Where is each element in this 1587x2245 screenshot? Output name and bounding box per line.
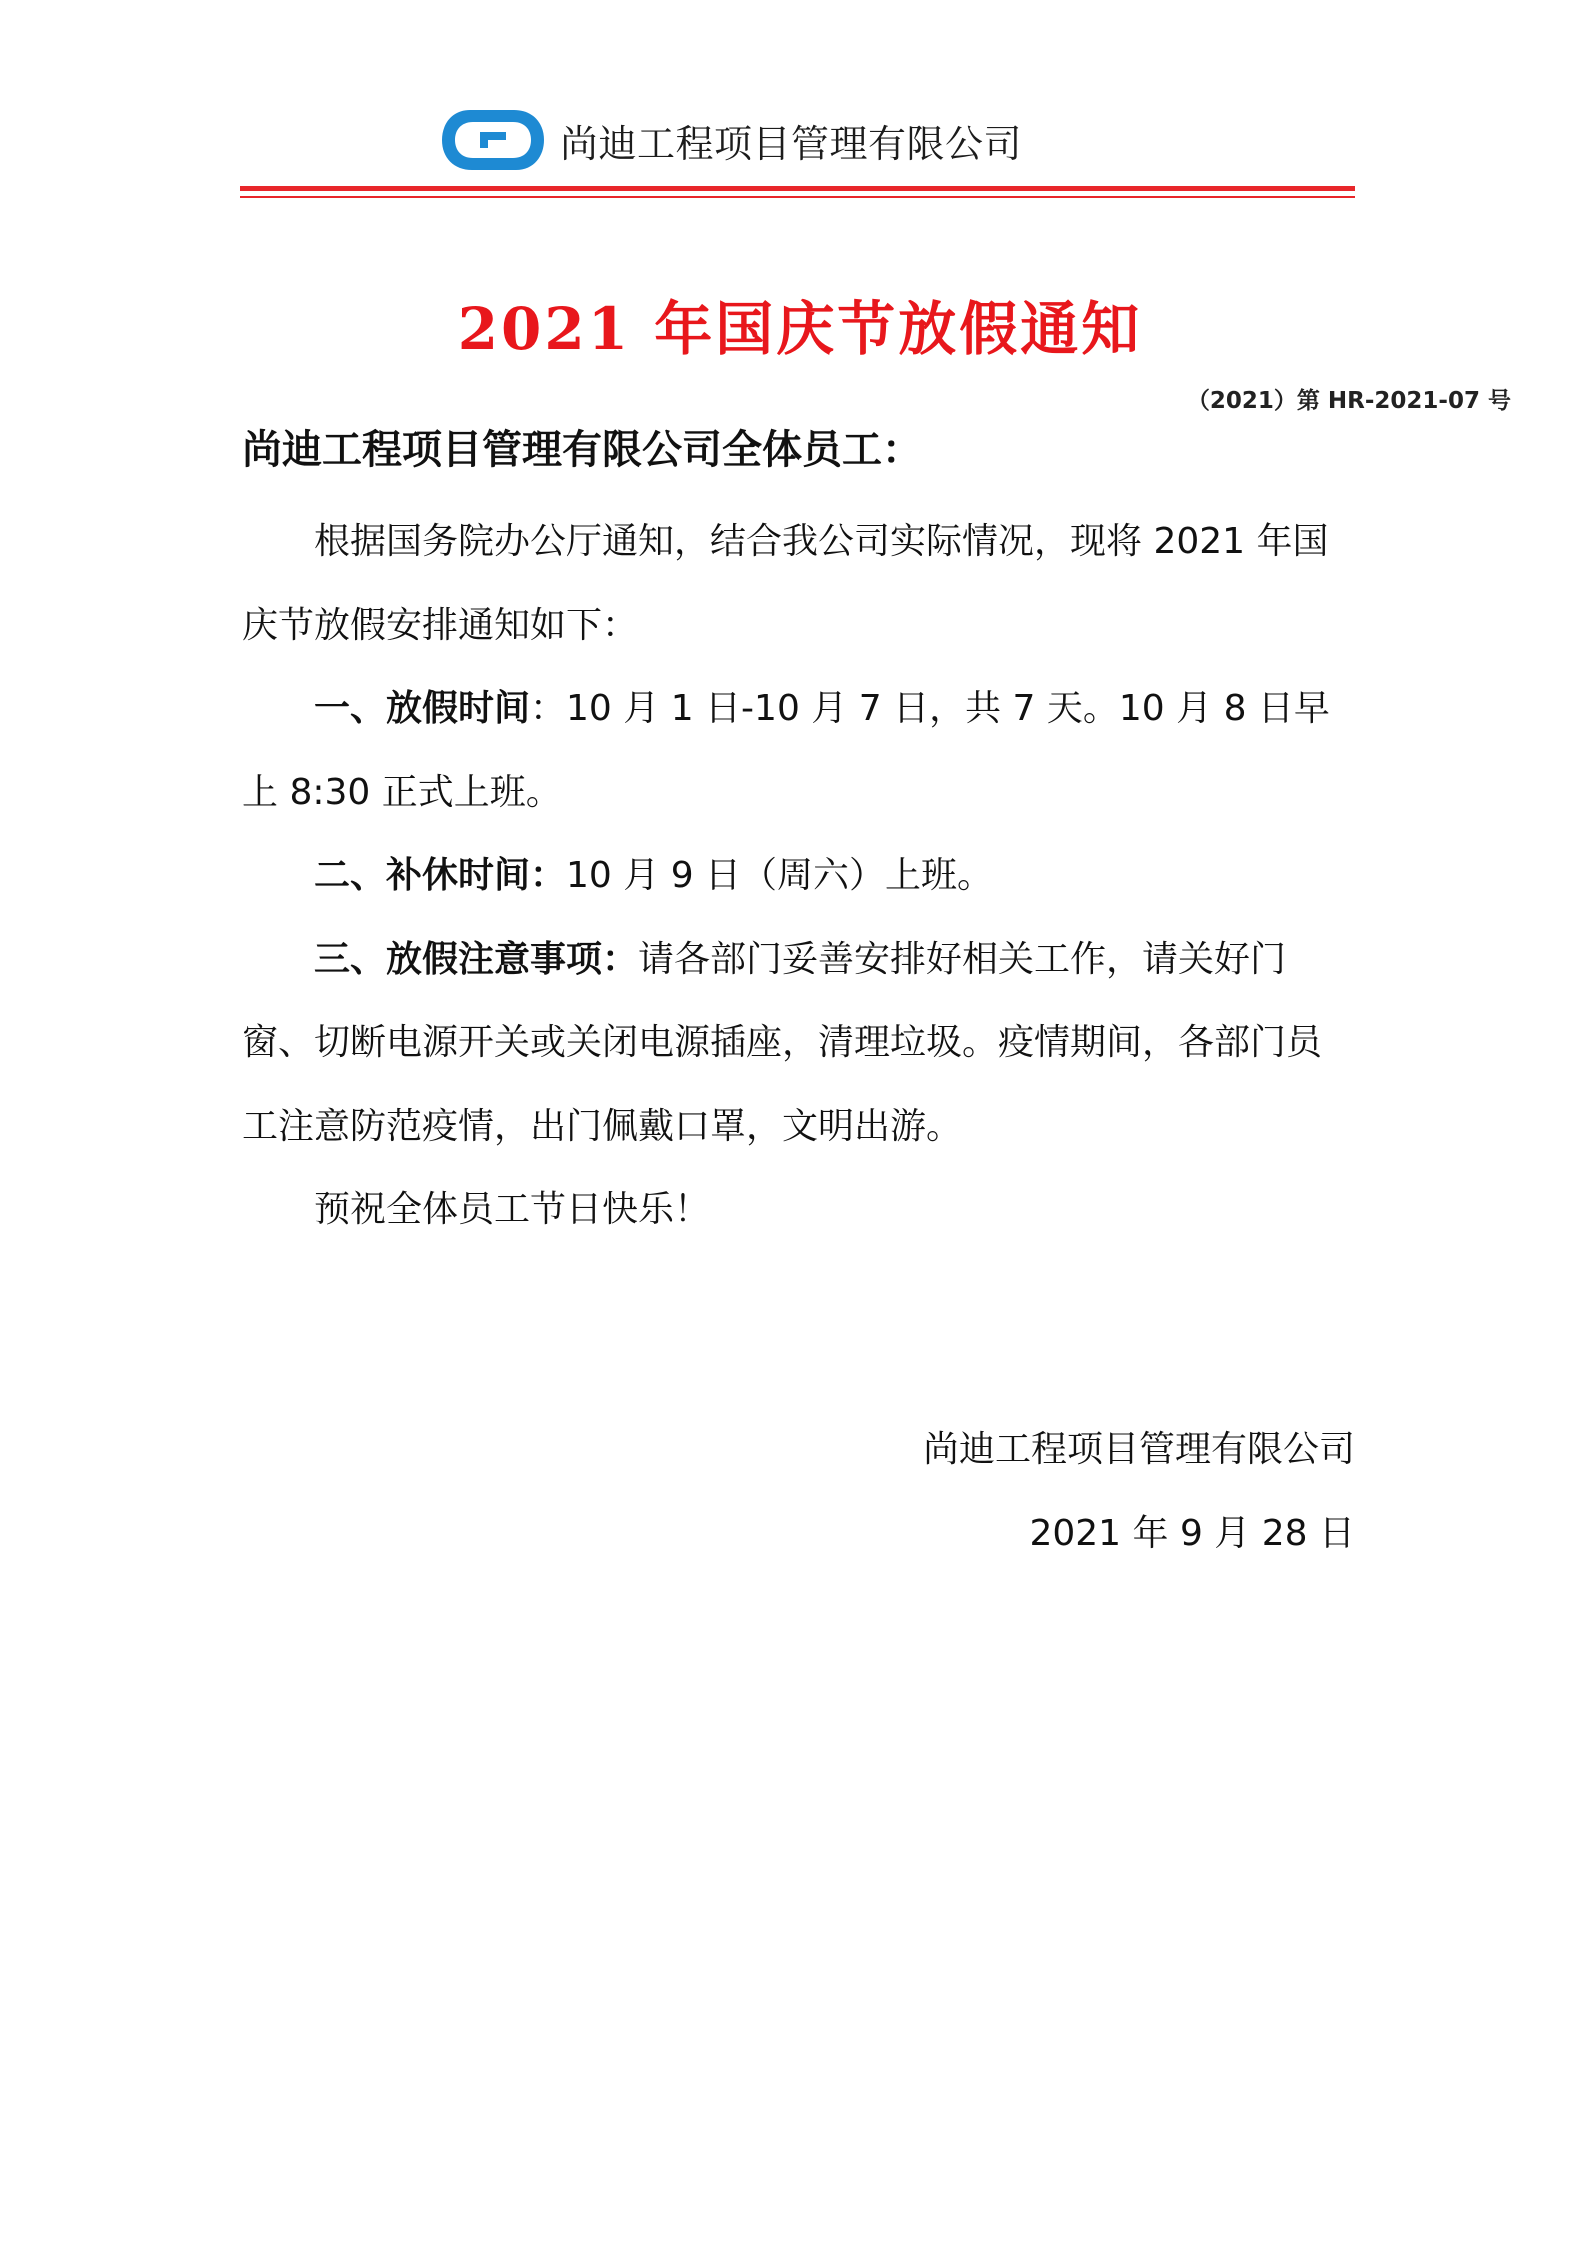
holiday-period-label: 一、放假时间 <box>314 688 531 729</box>
salutation: 尚迪工程项目管理有限公司全体员工： <box>242 427 922 473</box>
makeup-workday-text: 10 月 9 日（周六）上班。 <box>566 855 994 896</box>
letterhead-divider-thick <box>240 186 1355 191</box>
holiday-period-paragraph <box>242 667 1357 834</box>
document-number: （2021）第 HR-2021-07 号 <box>1186 388 1511 414</box>
precautions-label: 三、放假注意事项： <box>314 938 639 980</box>
intro-paragraph: 根据国务院办公厅通知，结合我公司实际情况，现将 2021 年国庆节放假安排通知如下： <box>242 521 1329 646</box>
company-logo-icon <box>440 102 546 178</box>
signature-company: 尚迪工程项目管理有限公司 <box>922 1429 1355 1470</box>
letterhead <box>440 100 1022 180</box>
closing-greeting: 预祝全体员工节日快乐！ <box>314 1189 711 1230</box>
letterhead-company-name: 尚迪工程项目管理有限公司 <box>560 121 1023 166</box>
makeup-workday-label: 二、补休时间： <box>314 855 567 896</box>
makeup-workday-paragraph <box>242 834 1357 918</box>
notice-body <box>242 500 1357 1252</box>
precautions-text: 请各部门妥善安排好相关工作，请关好门窗、切断电源开关或关闭电源插座，清理垃圾。疫情期间，各部门员工注意防范疫情，出门佩戴口罩，文明出游。 <box>242 938 1323 1147</box>
letterhead-divider-thin <box>240 196 1355 198</box>
notice-title: 2021 年国庆节放假通知 <box>457 295 1143 363</box>
holiday-period-text: ：10 月 1 日-10 月 7 日，共 7 天。10 月 8 日早上 8:30 正式上班。 <box>242 688 1330 813</box>
signature-date: 2021 年 9 月 28 日 <box>1029 1513 1355 1554</box>
precautions-paragraph <box>242 918 1357 1169</box>
